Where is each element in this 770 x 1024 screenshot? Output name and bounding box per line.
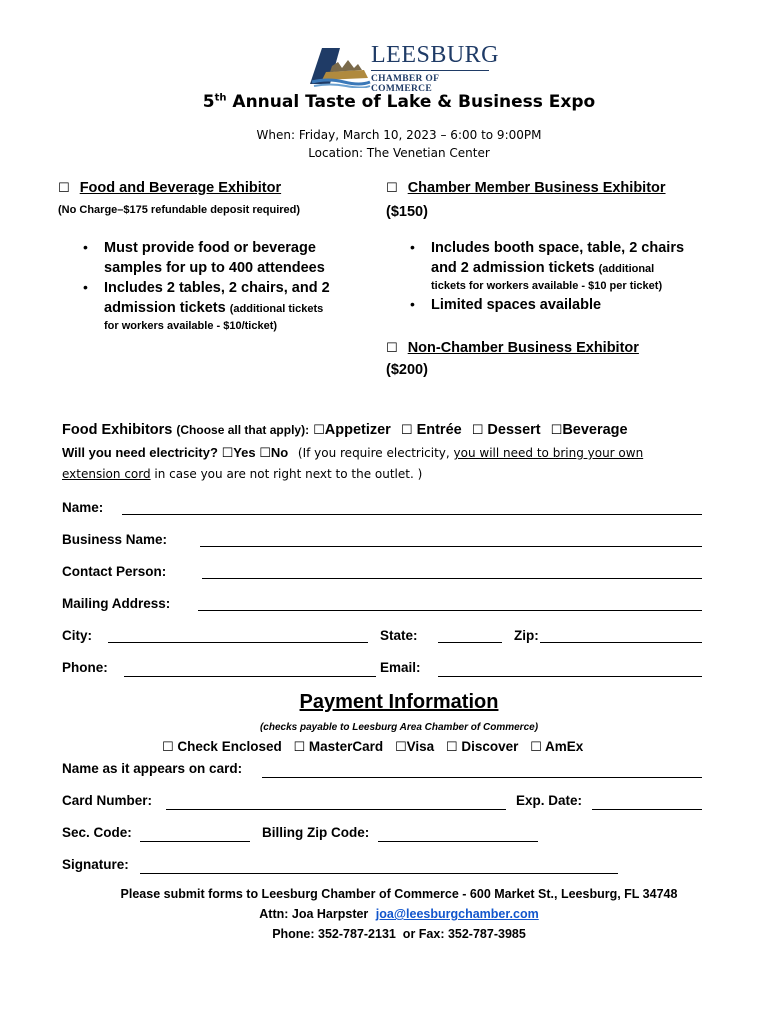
food-option-appetizer[interactable]: ☐Appetizer [313,422,391,438]
submit-instructions: Please submit forms to Leesburg Chamber of Commerce - 600 Market St., Leesburg, FL 34748 [120,887,678,901]
left-bullet-2-line1: Includes 2 tables, 2 chairs, and 2 [104,280,330,296]
event-when: When: Friday, March 10, 2023 – 6:00 to 9:00PM [256,128,542,142]
chamber-member-price: ($150) [386,204,428,220]
email-label: Email: [380,660,421,675]
name-input[interactable] [122,514,702,515]
non-chamber-heading: Non-Chamber Business Exhibitor [407,340,639,356]
right-bullet-1-line2: and 2 admission tickets (additional [431,260,655,276]
left-bullet-2-line2: admission tickets (additional tickets [104,300,324,316]
page-title: 5th Annual Taste of Lake & Business Expo [202,92,596,112]
electricity-note-line2: extension cord in case you are not right next to the outlet. ) [62,467,423,481]
business-name-input[interactable] [200,546,702,547]
food-beverage-note: (No Charge–$175 refundable deposit required) [58,204,301,216]
chamber-member-exhibitor-option[interactable] [386,180,666,196]
contact-person-label: Contact Person: [62,564,167,579]
left-bullet-2-line3: for workers available - $10/ticket) [104,320,278,332]
city-label: City: [62,628,92,643]
method-amex[interactable]: ☐ AmEx [530,739,584,755]
checkbox-icon[interactable]: ☐ [221,446,234,461]
food-beverage-heading: Food and Beverage Exhibitor [79,180,282,196]
payment-methods-row [162,739,583,755]
card-number-input[interactable] [166,809,506,810]
phone-input[interactable] [124,676,376,677]
method-mastercard[interactable]: ☐ MasterCard [293,739,384,755]
sec-code-input[interactable] [140,841,250,842]
checkbox-icon[interactable]: ☐ [471,423,484,438]
state-input[interactable] [438,642,502,643]
food-choose-note: (Choose all that apply): [176,423,310,437]
business-name-label: Business Name: [62,532,168,547]
electricity-note: (If you require electricity, [297,446,450,460]
checkbox-icon[interactable]: ☐ [293,740,306,755]
mailing-address-input[interactable] [198,610,702,611]
city-input[interactable] [108,642,368,643]
state-label: State: [380,628,418,643]
payment-heading: Payment Information [299,691,499,713]
food-exhibitors-row [62,422,628,438]
name-on-card-input[interactable] [262,777,702,778]
email-input[interactable] [438,676,702,677]
chamber-member-heading: Chamber Member Business Exhibitor [407,180,666,196]
lake-logo-icon [308,44,372,88]
right-bullet-2: Limited spaces available [431,297,602,313]
electricity-question: Will you need electricity? [62,445,218,460]
non-chamber-price: ($200) [386,362,428,378]
checkbox-icon[interactable]: ☐ [400,423,413,438]
method-discover[interactable]: ☐ Discover [445,739,519,755]
non-chamber-exhibitor-option[interactable] [386,340,639,356]
logo-name: LEESBURG [371,42,500,68]
name-on-card-label: Name as it appears on card: [62,761,243,776]
sec-code-label: Sec. Code: [62,825,132,840]
chamber-logo [308,42,500,94]
payable-note: (checks payable to Leesburg Area Chamber of Commerce) [259,722,539,733]
bullet-icon: • [83,239,88,255]
checkbox-icon[interactable]: ☐ [58,181,70,196]
phone-label: Phone: [62,660,108,675]
checkbox-icon[interactable]: ☐ [550,423,563,438]
electricity-row: Will you need electricity? ☐Yes ☐No (If you require electricity, you will need to bring your own [62,445,644,461]
left-bullet-1-line1: Must provide food or beverage [104,240,316,256]
checkbox-icon[interactable]: ☐ [162,740,174,755]
checkbox-icon[interactable]: ☐ [445,740,458,755]
checkbox-icon[interactable]: ☐ [394,740,407,755]
attn-line [0,907,770,921]
event-location: Location: The Venetian Center [308,146,490,160]
method-check[interactable]: ☐ Check Enclosed [162,739,282,755]
mailing-address-label: Mailing Address: [62,596,171,611]
signature-input[interactable] [140,873,618,874]
electricity-no[interactable]: ☐No [259,445,289,461]
name-label: Name: [62,500,104,515]
food-beverage-exhibitor-option[interactable] [58,180,281,196]
exp-date-input[interactable] [592,809,702,810]
food-option-dessert[interactable]: ☐ Dessert [471,422,541,438]
checkbox-icon[interactable]: ☐ [259,446,271,461]
checkbox-icon[interactable]: ☐ [386,181,398,196]
contact-email-link[interactable]: joa@leesburgchamber.com [375,907,539,921]
signature-label: Signature: [62,857,129,872]
exp-date-label: Exp. Date: [516,793,583,808]
food-option-entree[interactable]: ☐ Entrée [400,422,462,438]
card-number-label: Card Number: [62,793,153,808]
bullet-icon: • [410,239,415,255]
bullet-icon: • [83,279,88,295]
right-bullet-1-line3: tickets for workers available - $10 per ticket) [431,280,663,292]
attn-name: Attn: Joa Harpster [259,907,369,921]
billing-zip-input[interactable] [378,841,538,842]
zip-label: Zip: [514,628,539,643]
checkbox-icon[interactable]: ☐ [313,423,325,438]
checkbox-icon[interactable]: ☐ [530,740,542,755]
billing-zip-label: Billing Zip Code: [262,825,370,840]
bullet-icon: • [410,296,415,312]
contact-person-input[interactable] [202,578,702,579]
left-bullet-1-line2: samples for up to 400 attendees [104,260,325,276]
electricity-yes[interactable]: ☐Yes [221,445,256,461]
logo-subtitle: CHAMBER OF COMMERCE [371,74,439,94]
food-exhibitors-label: Food Exhibitors [62,422,173,438]
checkbox-icon[interactable]: ☐ [386,341,398,356]
method-visa[interactable]: ☐Visa [394,739,435,755]
right-bullet-1-line1: Includes booth space, table, 2 chairs [431,240,685,256]
zip-input[interactable] [540,642,702,643]
phone-fax-line: Phone: 352-787-2131 or Fax: 352-787-3985 [272,927,526,941]
food-option-beverage[interactable]: ☐Beverage [550,422,628,438]
